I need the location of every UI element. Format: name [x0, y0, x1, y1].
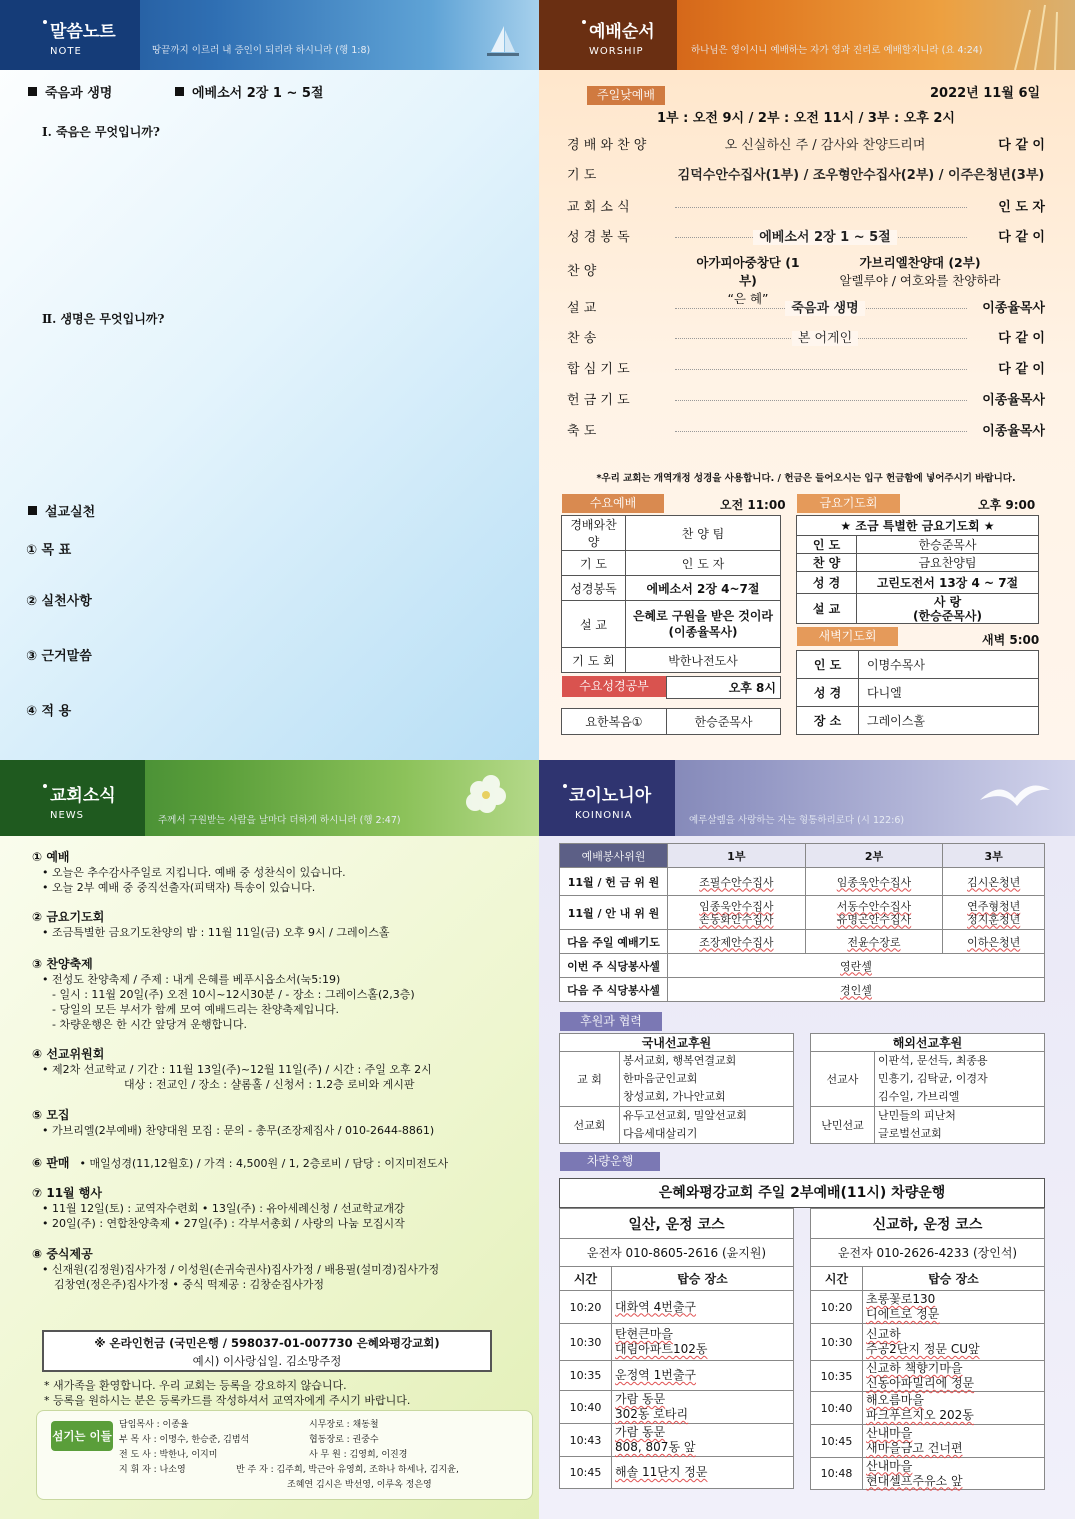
online-offering-account: ※ 온라인헌금 (국민은행 / 598037-01-007730 은혜와평강교회) [94, 1336, 440, 1350]
friday-cell-value [857, 594, 1039, 624]
sermon-note-section [0, 0, 539, 760]
friday-cell-label: 설 교 [797, 594, 857, 624]
order-row [567, 360, 1045, 380]
order-label: 찬 송 [567, 331, 597, 346]
staff-entry: 지 휘 자 : 나소영 [119, 1465, 186, 1475]
order-label: 헌 금 기 도 [567, 393, 630, 408]
news-item-mission [32, 1047, 432, 1092]
worship-verse: 하나님은 영이시니 예배하는 자가 영과 진리로 예배할지니라 (요 4:24) [691, 45, 983, 56]
meal-service-cell: 영란셀 [668, 954, 1045, 978]
order-label: 경 배 와 찬 양 [567, 138, 647, 153]
practice-title [28, 501, 95, 520]
dawn-table [796, 650, 1039, 735]
order-row [567, 166, 1045, 186]
stop-place-text: 대화역 4번출구 [615, 1299, 697, 1314]
worship-logo [539, 0, 677, 70]
staff-entry: 사 무 원 : 김영희, 이진경 [309, 1450, 408, 1460]
shuttle-stop-row [560, 1457, 794, 1489]
news-heading: ⑥ 판매 [32, 1156, 70, 1170]
stop-time: 10:20 [811, 1291, 863, 1324]
news-heading: ④ 선교위원회 [32, 1047, 105, 1061]
servants-label: 섬기는 이들 [51, 1421, 113, 1451]
news-item-recruit [32, 1108, 434, 1138]
news-logo-title: 교회소식 [50, 786, 116, 806]
koinonia-logo [539, 760, 675, 836]
stop-place [863, 1324, 1045, 1361]
volunteer-name [668, 896, 806, 930]
stop-time: 10:48 [811, 1458, 863, 1490]
order-leader: 다 같 이 [998, 362, 1045, 377]
online-offering-example: 예시) 이사랑십일. 김소망주정 [192, 1354, 342, 1368]
order-row [567, 198, 1045, 218]
news-item-festival [32, 957, 415, 1032]
support-line: 유두고선교회, 밀알선교회 [623, 1109, 747, 1122]
practice-verse: ③ 근거말씀 [26, 649, 92, 664]
support-list [620, 1052, 794, 1107]
support-line: 이판석, 문선득, 최종용 [878, 1054, 988, 1067]
news-verse: 주께서 구원받는 사람을 날마다 더하게 하시니라 (행 2:47) [158, 815, 401, 826]
choir-2-song: 알렐루야 / 여호와를 찬양하라 [839, 273, 1001, 288]
volunteer-name: 임종욱안수집사 [805, 868, 943, 896]
stop-time: 10:30 [560, 1324, 612, 1361]
friday-cell-label: 인 도 [797, 536, 857, 554]
volunteer-name-line: 손동화안수집사 [699, 912, 774, 926]
bible-study-table [561, 676, 781, 735]
volunteer-name: 조필수안수집사 [668, 868, 806, 896]
order-leader: 다 같 이 [998, 138, 1045, 153]
bible-study-teacher: 한승준목사 [667, 709, 781, 735]
shuttle-label: 차량운행 [560, 1152, 660, 1171]
shuttle-title: 은혜와평강교회 주일 2부예배(11시) 차량운행 [559, 1178, 1045, 1208]
support-line: 민흥기, 김탁균, 이경자 [878, 1072, 988, 1085]
wednesday-row [562, 601, 781, 648]
sermon-scripture-text: 에베소서 2장 1 ~ 5절 [192, 86, 324, 101]
wednesday-cell-value: 박한나전도사 [626, 648, 781, 673]
staff-entry: 전 도 사 : 박한나, 이지미 [119, 1450, 218, 1460]
shuttle-stop-row [560, 1424, 794, 1457]
sermon-title-line: 은혜로 구원을 받은 것이라 [632, 609, 774, 623]
domestic-support-table [559, 1033, 794, 1144]
worship-logo-sub: WORSHIP [589, 46, 644, 57]
wednesday-time: 오전 11:00 [720, 498, 786, 512]
wednesday-cell-value: 에베소서 2장 4~7절 [626, 576, 781, 601]
stop-place-text: 신교하 책향기마을 신동아파밀리에 정문 [866, 1361, 975, 1390]
order-content: 김덕수안수집사(1부) / 조우형안수집사(2부) / 이주은청년(3부) [677, 168, 1045, 183]
stop-place-text: 탄현큰마을 대림아파트102동 [615, 1327, 708, 1356]
news-logo-sub: NEWS [50, 810, 85, 821]
volunteer-header: 예배봉사위원 [560, 844, 668, 868]
wednesday-cell-value [626, 601, 781, 648]
stop-place-text: 해오름마을 파크푸르지오 202동 [866, 1393, 974, 1422]
staff-entry: 조혜연 김시은 박선영, 이루옥 정은영 [287, 1480, 432, 1490]
flower-icon [439, 760, 539, 836]
staff-entry: 담임목사 : 이종율 [119, 1420, 189, 1430]
news-line: • 20일(주) : 연합찬양축제 • 27일(주) : 각부서총회 / 사랑의 나눔 모집시작 [42, 1217, 405, 1230]
friday-cell-label: 찬 양 [797, 554, 857, 572]
course-name: 신교하, 운정 코스 [811, 1209, 1045, 1239]
support-category: 난민선교 [811, 1107, 875, 1144]
church-news-section [0, 760, 539, 1519]
bible-study-label: 수요성경공부 [562, 676, 666, 697]
shuttle-stop-row [811, 1392, 1045, 1425]
dawn-cell-value: 이명수목사 [859, 651, 1039, 679]
order-label: 찬 양 [567, 264, 597, 279]
service-date: 2022년 11월 6일 [930, 86, 1041, 101]
shuttle-stop-row [811, 1324, 1045, 1361]
sermon-preacher-line: (이종율목사) [668, 625, 738, 639]
wednesday-row [562, 648, 781, 673]
friday-title: ★ 조금 특별한 금요기도회 ★ [797, 516, 1039, 536]
order-content: 본 어게인 [792, 331, 858, 346]
news-item-lunch [32, 1247, 439, 1292]
news-item-sale [32, 1156, 448, 1171]
order-leader: 다 같 이 [998, 331, 1045, 346]
online-offering-box [42, 1330, 492, 1372]
koinonia-logo-title: 코이노니아 [569, 786, 652, 806]
news-line: • 오늘 2부 예배 중 중직선출자(피택자) 특송이 있습니다. [42, 881, 316, 894]
stop-place [863, 1458, 1045, 1490]
service-times: 1부 : 오전 9시 / 2부 : 오전 11시 / 3부 : 오후 2시 [657, 111, 955, 126]
meal-service-label: 다음 주 식당봉사셀 [560, 978, 668, 1002]
practice-action: ② 실천사항 [26, 594, 92, 609]
order-row [567, 422, 1045, 442]
news-logo [0, 760, 145, 836]
stop-time: 10:35 [560, 1361, 612, 1391]
support-list [875, 1052, 1045, 1107]
order-label: 성 경 봉 독 [567, 230, 630, 245]
shuttle-course-ilsan [559, 1208, 794, 1489]
bible-offering-notice: *우리 교회는 개역개정 성경을 사용합니다. / 헌금은 들어오시는 입구 헌금함에 넣어주시기 바랍니다. [596, 473, 1016, 484]
practice-apply: ④ 적 용 [26, 704, 72, 719]
volunteer-header: 3부 [943, 844, 1045, 868]
course-name: 일산, 운정 코스 [560, 1209, 794, 1239]
meal-service-cell: 경인셀 [668, 978, 1045, 1002]
note-verse: 땅끝까지 이르러 내 증인이 되리라 하시니라 (행 1:8) [152, 45, 371, 56]
news-line: • 신재원(김정원)집사가정 / 이성원(손귀숙권사)집사가정 / 배용필(설미경)집사가정 [42, 1263, 440, 1276]
staff-entry: 시무장로 : 채동철 [309, 1420, 379, 1430]
wednesday-service-label: 수요예배 [562, 494, 664, 513]
question-death: Ⅰ. 죽음은 무엇입니까? [42, 125, 160, 139]
order-label: 교 회 소 식 [567, 200, 630, 215]
order-label: 합 심 기 도 [567, 362, 630, 377]
staff-entry: 협동장로 : 권중수 [309, 1435, 379, 1445]
stop-place [612, 1457, 794, 1489]
staff-list [119, 1418, 459, 1493]
shuttle-stop-row [811, 1291, 1045, 1324]
meal-service-label: 이번 주 식당봉사셀 [560, 954, 668, 978]
dawn-cell-label: 성 경 [797, 679, 859, 707]
stop-place-text: 산내마을 현대셀프주유소 앞 [866, 1458, 963, 1488]
wednesday-cell-value: 찬 양 팀 [626, 516, 781, 551]
order-content: 오 신실하신 주 / 감사와 찬양드리며 [724, 138, 926, 153]
volunteer-name: 이하은청년 [943, 930, 1045, 954]
stop-place-text: 산내마을 새마을금고 건너편 [866, 1426, 963, 1455]
note-logo-title: 말씀노트 [50, 22, 116, 42]
order-leader: 다 같 이 [998, 230, 1045, 245]
stop-place-text: 운정역 1번출구 [615, 1368, 697, 1382]
news-line: - 당일의 모든 부서가 함께 모여 예배드리는 찬양축제입니다. [52, 1003, 339, 1016]
dawn-cell-label: 장 소 [797, 707, 859, 735]
volunteer-name-line: 정지훈청년 [967, 912, 1021, 926]
wednesday-row [562, 551, 781, 576]
friday-sermon-preacher: (한승준목사) [913, 608, 982, 623]
news-line: • 조금특별한 금요기도찬양의 밤 : 11월 11일(금) 오후 9시 / 그레이스홀 [42, 926, 390, 939]
stop-place [612, 1291, 794, 1324]
stop-place [612, 1391, 794, 1424]
news-item-friday [32, 910, 389, 940]
news-heading: ⑤ 모집 [32, 1108, 70, 1122]
volunteer-role: 11월 / 헌 금 위 원 [560, 868, 668, 896]
overseas-support-title: 해외선교후원 [811, 1034, 1045, 1052]
friday-sermon-title: 사 랑 [933, 594, 962, 609]
news-heading: ② 금요기도회 [32, 910, 105, 924]
volunteer-header: 2부 [805, 844, 943, 868]
news-line: • 오늘은 추수감사주일로 지킵니다. 예배 중 성찬식이 있습니다. [42, 866, 346, 879]
newcomer-notice [44, 1378, 410, 1408]
stop-place [612, 1324, 794, 1361]
place-header: 탑승 장소 [612, 1267, 794, 1291]
volunteer-name: 김시온청년 [943, 868, 1045, 896]
news-heading: ① 예배 [32, 850, 70, 864]
sermon-title-text: 죽음과 생명 [45, 86, 113, 101]
stop-time: 10:30 [811, 1324, 863, 1361]
friday-time: 오후 9:00 [978, 498, 1036, 512]
order-leader: 이종율목사 [982, 424, 1045, 439]
wheat-icon [995, 0, 1075, 70]
news-item-events [32, 1186, 405, 1231]
support-line: 한마음군인교회 [623, 1072, 698, 1085]
stop-time: 10:35 [811, 1361, 863, 1392]
stop-time: 10:20 [560, 1291, 612, 1324]
shuttle-stop-row [560, 1361, 794, 1391]
news-line: 김창연(정은주)집사가정 • 중식 떡제공 : 김창순집사가정 [54, 1278, 325, 1291]
stop-place [863, 1425, 1045, 1458]
stop-time: 10:43 [560, 1424, 612, 1457]
dawn-cell-value: 그레이스홀 [859, 707, 1039, 735]
support-line: 김수일, 가브리엘 [878, 1090, 960, 1103]
wednesday-row [562, 576, 781, 601]
choir-1-name: 아가피아중창단 (1부) [696, 255, 800, 288]
order-leader: 이종율목사 [982, 301, 1045, 316]
news-line: • 가브리엘(2부예배) 찬양대원 모집 : 문의 - 총무(조장제집사 / 010-2644-8861) [42, 1124, 435, 1137]
shuttle-stop-row [560, 1324, 794, 1361]
support-list [620, 1107, 794, 1144]
order-content: 죽음과 생명 [785, 301, 864, 316]
stop-time: 10:45 [560, 1457, 612, 1489]
time-header: 시간 [811, 1267, 863, 1291]
stop-place-text: 가람 동문 808, 807동 앞 [615, 1425, 696, 1454]
stop-time: 10:40 [560, 1391, 612, 1424]
stop-place [863, 1392, 1045, 1425]
news-line: • 전성도 찬양축제 / 주제 : 내게 은혜를 베푸시옵소서(눅5:19) [42, 973, 341, 986]
staff-box [36, 1410, 533, 1500]
shuttle-table [559, 1208, 794, 1489]
order-row [567, 329, 1045, 349]
volunteer-name: 전윤수장로 [805, 930, 943, 954]
volunteer-name [805, 896, 943, 930]
volunteer-role: 11월 / 안 내 위 원 [560, 896, 668, 930]
order-content: 에베소서 2장 1 ~ 5절 [753, 230, 896, 245]
newcomer-line: * 등록을 원하시는 분은 등록카드를 작성하셔서 교역자에게 주시기 바랍니다. [44, 1394, 411, 1407]
support-line: 다음세대살리기 [623, 1127, 698, 1140]
volunteer-role: 다음 주일 예배기도 [560, 930, 668, 954]
staff-entry: 반 주 자 : 김주희, 박근아 유영희, 조하나 하세나, 김지윤, [236, 1465, 459, 1475]
worship-logo-title: 예배순서 [589, 22, 655, 42]
note-logo-sub: NOTE [50, 46, 82, 57]
order-label: 설 교 [567, 301, 597, 316]
news-line: 대상 : 전교인 / 장소 : 샬롬홀 / 신청서 : 1.2층 로비와 게시판 [124, 1078, 415, 1091]
volunteer-name-line: 유명곤안수집사 [836, 912, 912, 926]
course-driver: 운전자 010-8605-2616 (윤지원) [560, 1239, 794, 1267]
choir-1-song: “은 혜” [727, 291, 769, 306]
stop-place-text: 가람 동문 302동 로타리 [615, 1392, 689, 1421]
volunteer-header: 1부 [668, 844, 806, 868]
sermon-title [28, 82, 112, 101]
friday-cell-value: 고린도전서 13장 4 ~ 7절 [857, 572, 1039, 594]
news-line: - 차량운행은 한 시간 앞당겨 운행합니다. [52, 1018, 247, 1031]
stop-place [863, 1291, 1045, 1324]
wednesday-cell-label: 기 도 회 [562, 648, 626, 673]
stop-time: 10:45 [811, 1425, 863, 1458]
news-line: • 매일성경(11,12월호) / 가격 : 4,500원 / 1, 2층로비 / 담당 : 이지미전도사 [79, 1157, 449, 1170]
sermon-scripture [175, 82, 323, 101]
wednesday-cell-label: 성경봉독 [562, 576, 626, 601]
shuttle-stop-row [560, 1391, 794, 1424]
stop-place [612, 1424, 794, 1457]
support-line: 난민들의 피난처 [878, 1109, 956, 1122]
dawn-time: 새벽 5:00 [982, 633, 1040, 647]
news-heading: ③ 찬양축제 [32, 957, 93, 971]
koinonia-verse: 예루살렘을 사랑하는 자는 형통하리로다 (시 122:6) [689, 815, 905, 826]
order-label: 축 도 [567, 424, 597, 439]
volunteer-name-line: 임종욱안수집사 [699, 899, 774, 913]
friday-prayer-label: 금요기도회 [797, 494, 900, 513]
wednesday-cell-value: 인 도 자 [626, 551, 781, 576]
time-header: 시간 [560, 1267, 612, 1291]
bible-study-time: 오후 8시 [667, 677, 781, 699]
shuttle-table [810, 1208, 1045, 1490]
question-life: Ⅱ. 생명은 무엇입니까? [42, 312, 165, 326]
choir-2 [835, 254, 1005, 290]
note-logo [0, 0, 140, 70]
wednesday-cell-label: 기 도 [562, 551, 626, 576]
dawn-prayer-label: 새벽기도회 [797, 627, 898, 646]
stop-place-text: 해솔 11단지 정문 [615, 1465, 708, 1479]
friday-cell-value: 한승준목사 [857, 536, 1039, 554]
friday-table [796, 515, 1039, 624]
stop-place-text: 초롱꽃로130 디에트로 정문 [866, 1292, 940, 1321]
volunteer-name [943, 896, 1045, 930]
volunteer-name: 조장제안수집사 [668, 930, 806, 954]
shuttle-stop-row [811, 1458, 1045, 1490]
support-category: 선교회 [560, 1107, 620, 1144]
volunteer-name-line: 서동수안수집사 [836, 899, 912, 913]
shuttle-course-singyoha [810, 1208, 1045, 1490]
support-label: 후원과 협력 [560, 1012, 662, 1031]
dawn-cell-label: 인 도 [797, 651, 859, 679]
order-row [567, 299, 1045, 319]
shuttle-stop-row [811, 1361, 1045, 1392]
volunteer-name-line: 연주형청년 [967, 899, 1021, 913]
stop-place [863, 1361, 1045, 1392]
news-line: • 11월 12일(토) : 교역자수련회 • 13일(주) : 유아세례신청 / 선교학교개강 [42, 1202, 405, 1215]
newcomer-line: * 새가족을 환영합니다. 우리 교회는 등록을 강요하지 않습니다. [44, 1379, 347, 1392]
place-header: 탑승 장소 [863, 1267, 1045, 1291]
news-line: - 일시 : 11월 20일(주) 오전 10시~12시30분 / - 장소 : 그레이스홀(2,3층) [52, 988, 415, 1001]
wednesday-cell-label: 경배와찬양 [562, 516, 626, 551]
shuttle-stop-row [560, 1291, 794, 1324]
friday-cell-label: 성 경 [797, 572, 857, 594]
news-item-worship [32, 850, 346, 895]
choir-2-name: 가브리엘찬양대 (2부) [859, 255, 981, 270]
order-label: 기 도 [567, 168, 597, 183]
order-row [567, 391, 1045, 411]
dawn-cell-value: 다니엘 [859, 679, 1039, 707]
koinonia-logo-sub: KOINONIA [575, 810, 633, 821]
order-leader: 인 도 자 [998, 200, 1045, 215]
wednesday-row [562, 516, 781, 551]
wednesday-cell-label: 설 교 [562, 601, 626, 648]
support-category: 선교사 [811, 1052, 875, 1107]
support-list [875, 1107, 1045, 1144]
friday-cell-value: 금요찬양팀 [857, 554, 1039, 572]
sunday-service-label: 주일낮예배 [587, 86, 665, 105]
news-heading: ⑦ 11월 행사 [32, 1186, 102, 1200]
support-category: 교 회 [560, 1052, 620, 1107]
support-line: 창성교회, 가나안교회 [623, 1090, 726, 1103]
news-line: • 제2차 선교학교 / 기간 : 11월 13일(주)~12월 11일(주) / 시간 : 주일 오후 2시 [42, 1063, 432, 1076]
domestic-support-title: 국내선교후원 [560, 1034, 794, 1052]
seagull-icon [975, 770, 1055, 830]
shuttle-stop-row [811, 1425, 1045, 1458]
news-heading: ⑧ 중식제공 [32, 1247, 93, 1261]
stop-place [612, 1361, 794, 1391]
course-driver: 운전자 010-2626-4233 (장인석) [811, 1239, 1045, 1267]
staff-entry: 부 목 사 : 이명수, 한승준, 김범석 [119, 1435, 250, 1445]
support-line: 봉서교회, 행복연결교회 [623, 1054, 737, 1067]
bible-study-book: 요한복음① [562, 709, 667, 735]
support-line: 글로벌선교회 [878, 1127, 942, 1140]
practice-goal: ① 목 표 [26, 543, 72, 558]
stop-time: 10:40 [811, 1392, 863, 1425]
order-row [567, 228, 1045, 248]
service-volunteers-table [559, 843, 1045, 1002]
wednesday-table [561, 515, 781, 673]
stop-place-text: 신교하 주공2단지 정문 CU앞 [866, 1327, 980, 1356]
order-leader: 이종율목사 [982, 393, 1045, 408]
overseas-support-table [810, 1033, 1045, 1144]
practice-title-text: 설교실천 [45, 505, 96, 520]
order-row [567, 136, 1045, 156]
sailboat-icon [469, 22, 539, 62]
